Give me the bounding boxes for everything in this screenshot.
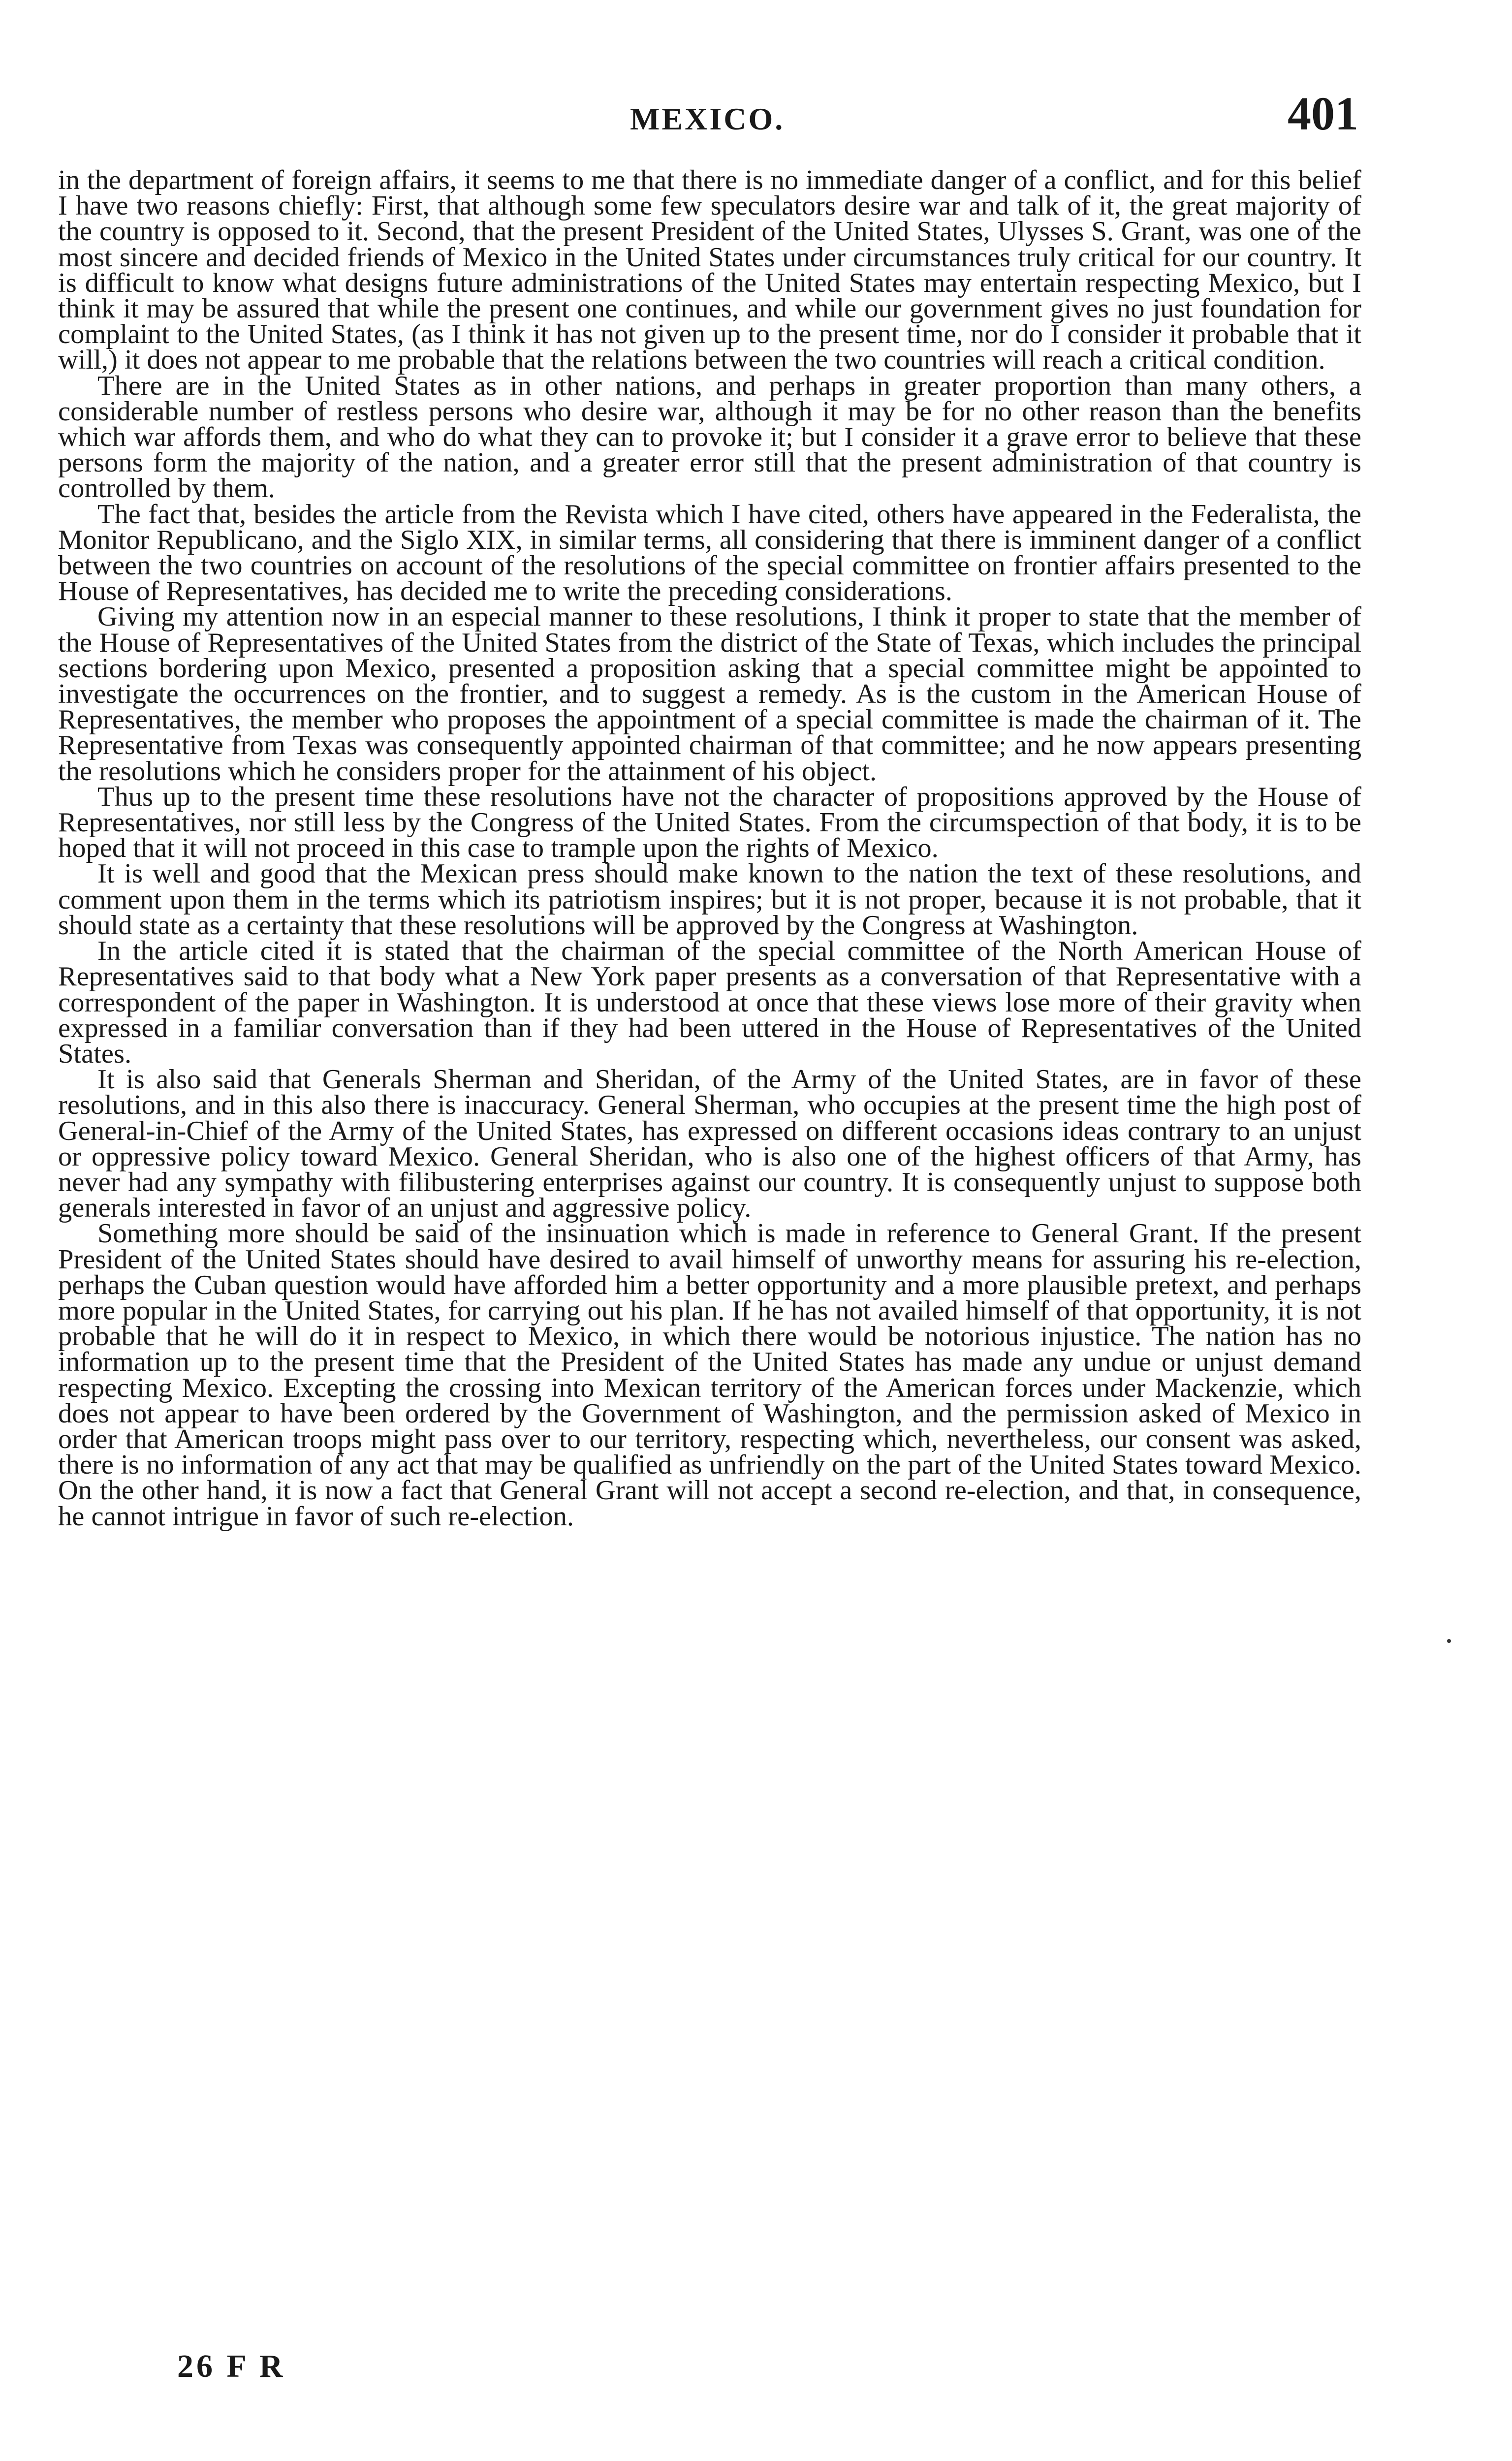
paragraph: There are in the United States as in other nations, and perhaps in greater proportion than many others, a considerable number of restless persons who desire war, although it may be for no other reason than the benefits which war affords them, and who do what they can to provoke it; but I consider it a grave error to believe that these persons form the majority of the nation, and a greater error still that the present administration of that country is controlled by them.	[58, 370, 1361, 504]
margin-mark	[1447, 1639, 1451, 1643]
page-header	[59, 86, 1358, 140]
paragraph: Something more should be said of the insinuation which is made in reference to General Grant. If the present President of the United States should have desired to avail himself of unworthy means for assuring his re-election, perhaps the Cuban question would have afforded him a better opportunity and a more plausible pretext, and perhaps more popular in the United States, for carrying out his plan. If he has not availed himself of that opportunity, it is not probable that he will do it in respect to Mexico, in which there would be notorious injustice. The nation has no information up to the present time that the President of the United States has made any undue or unjust demand respecting Mexico. Excepting the crossing into Mexican territory of the American forces under Mackenzie, which does not appear to have been ordered by the Government of Washington, and the permission asked of Mexico in order that American troops might pass over to our territory, respecting which, nevertheless, our consent was asked, there is no information of any act that may be qualified as unfriendly on the part of the United States toward Mexico. On the other hand, it is now a fact that General Grant will not accept a second re-election, and that, in consequence, he cannot intrigue in favor of such re-election.	[58, 1218, 1361, 1532]
paragraph: It is also said that Generals Sherman and Sheridan, of the Army of the United States, are in favor of these resolutions, and in this also there is inaccuracy. General Sherman, who occupies at the present time the high post of General-in-Chief of the Army of the United States, has expressed on different occasions ideas contrary to an unjust or oppressive policy toward Mexico. General Sheridan, who is also one of the highest officers of that Army, has never had any sympathy with filibustering enterprises against our country. It is consequently unjust to suppose both generals interested in favor of an unjust and aggressive policy.	[58, 1064, 1361, 1224]
signature-mark: 26 F R	[177, 2348, 286, 2384]
paragraph: It is well and good that the Mexican press should make known to the nation the text of these resolutions, and comment upon them in the terms which its patriotism inspires; but it is not proper, because it is not probable, that it should state as a certainty that these resolutions will be approved by the Congress at Washington.	[58, 858, 1361, 941]
paragraph: The fact that, besides the article from the Revista which I have cited, others have appeared in the Federalista, the Monitor Republicano, and the Siglo XIX, in similar terms, all considering that there is imminent danger of a conflict between the two countries on account of the resolutions of the special committee on frontier affairs presented to the House of Representatives, has decided me to write the preceding considerations.	[58, 499, 1361, 607]
paragraph: in the department of foreign affairs, it seems to me that there is no immediate danger of a conflict, and for this belief I have two reasons chiefly: First, that although some few speculators desire war and talk of it, the great majority of the country is opposed to it. Second, that the present President of the United States, Ulysses S. Grant, was one of the most sincere and decided friends of Mexico in the United States under circumstances truly critical for our country. It is difficult to know what designs future administrations of the United States may entertain respecting Mexico, but I think it may be assured that while the present one continues, and while our government gives no just foundation for complaint to the United States, (as I think it has not given up to the present time, nor do I consider it probable that it will,) it does not appear to me probable that the relations between the two countries will reach a critical condition.	[58, 165, 1361, 376]
paragraph: Thus up to the present time these resolutions have not the character of propositions approved by the House of Representatives, nor still less by the Congress of the United States. From the circumspection of that body, it is to be hoped that it will not proceed in this case to trample upon the rights of Mexico.	[58, 781, 1361, 864]
paragraph: Giving my attention now in an especial manner to these resolutions, I think it proper to state that the member of the House of Representatives of the United States from the district of the State of Texas, which includes the principal sections bordering upon Mexico, presented a proposition asking that a special committee might be appointed to investigate the occurrences on the frontier, and to suggest a remedy. As is the custom in the American House of Representatives, the member who proposes the appointment of a special committee is made the chairman of it. The Representative from Texas was consequently appointed chairman of that committee; and he now appears presenting the resolutions which he considers proper for the attainment of his object.	[58, 601, 1361, 787]
body-text	[58, 165, 1361, 1532]
running-title: MEXICO.	[630, 101, 785, 136]
page-number: 401	[1288, 87, 1358, 140]
paragraph: In the article cited it is stated that the chairman of the special committee of the North American House of Representatives said to that body what a New York paper presents as a conversation of that Representative with a correspondent of the paper in Washington. It is understood at once that these views lose more of their gravity when expressed in a familiar conversation than if they had been uttered in the House of Representatives of the United States.	[58, 936, 1361, 1069]
